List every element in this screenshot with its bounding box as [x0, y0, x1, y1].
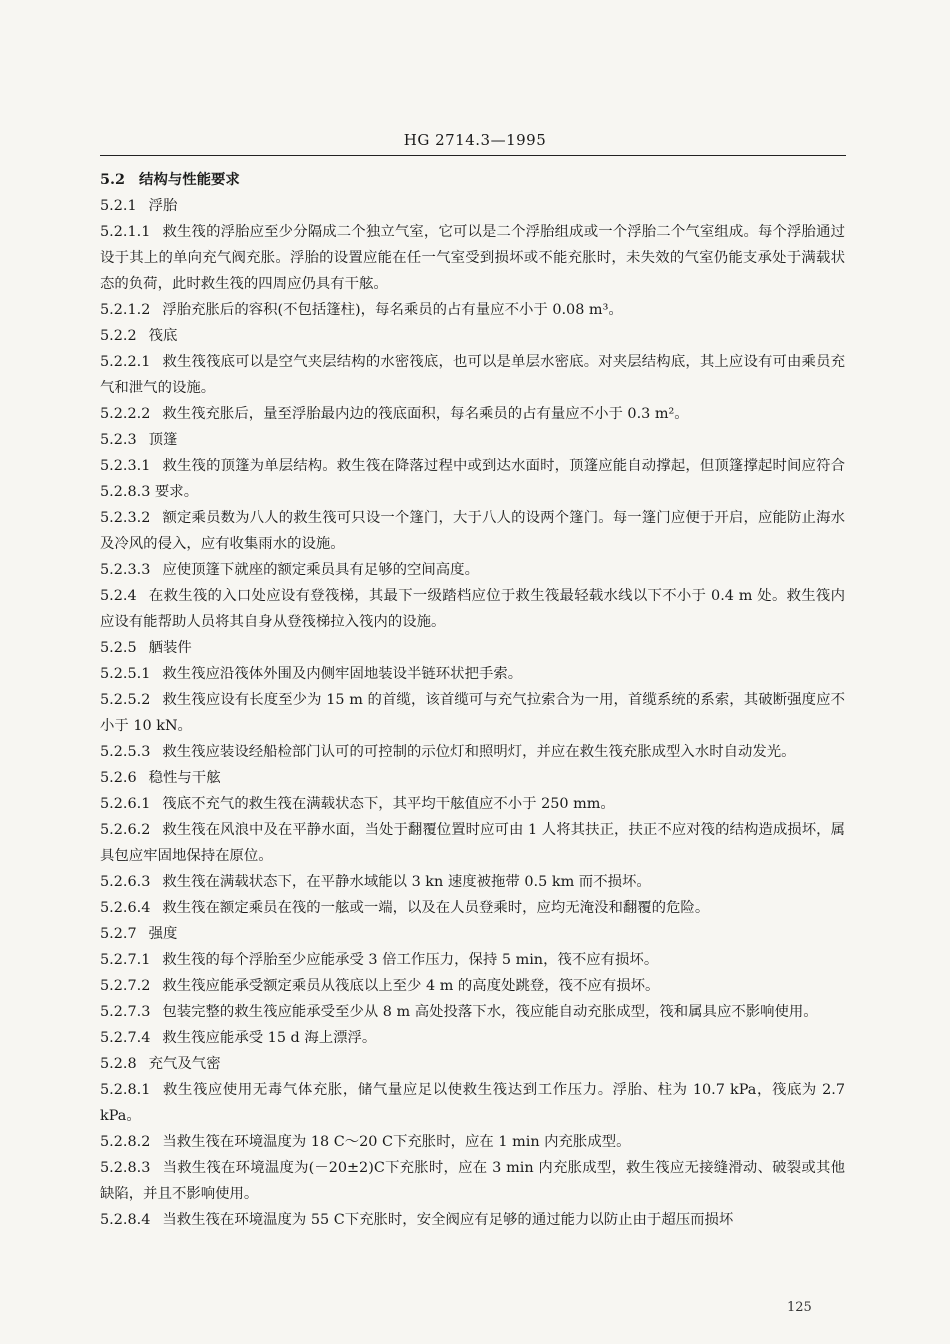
section-number: 5.2.7.4: [100, 1030, 151, 1046]
section-text: 在救生筏的入口处应设有登筏梯，其最下一级踏档应位于救生筏最轻载水线以下不小于 0.4 m 处。救生筏内应设有能帮助人员将其自身从登筏梯拉入筏内的设施。: [100, 588, 845, 630]
paragraph-5-2-7-3: [100, 999, 845, 1025]
section-text: 顶篷: [148, 432, 178, 448]
section-number: 5.2.3.2: [100, 510, 151, 526]
section-text: 充气及气密: [148, 1056, 221, 1072]
header-rule: [100, 155, 846, 156]
section-number: 5.2.6.3: [100, 874, 151, 890]
section-number: 5.2: [100, 171, 126, 188]
section-text: 当救生筏在环境温度为 55 C下充胀时，安全阀应有足够的通过能力以防止由于超压而损坏: [162, 1212, 734, 1228]
section-number: 5.2.7.1: [100, 952, 151, 968]
paragraph-5-2-5: [100, 635, 845, 661]
section-text: 额定乘员数为八人的救生筏可只设一个篷门，大于八人的设两个篷门。每一篷门应便于开启，应能防止海水及冷风的侵入，应有收集雨水的设施。: [100, 510, 845, 552]
paragraph-5-2-1-2: [100, 297, 845, 323]
section-text: 强度: [148, 926, 178, 942]
paragraph-5-2-4: [100, 583, 845, 635]
section-text: 救生筏应设有长度至少为 15 m 的首缆，该首缆可与充气拉索合为一用，首缆系统的系索，其破断强度应不小于 10 kN。: [100, 692, 845, 734]
section-text: 救生筏充胀后，量至浮胎最内边的筏底面积，每名乘员的占有量应不小于 0.3 m²。: [162, 406, 689, 422]
section-number: 5.2.8.4: [100, 1212, 151, 1228]
section-text: 救生筏筏底可以是空气夹层结构的水密筏底，也可以是单层水密底。对夹层结构底，其上应设有可由乘员充气和泄气的设施。: [100, 354, 845, 396]
section-number: 5.2.7.2: [100, 978, 151, 994]
document-body: [100, 167, 845, 1233]
paragraph-5-2-2: [100, 323, 845, 349]
section-text: 当救生筏在环境温度为(－20±2)C下充胀时，应在 3 min 内充胀成型，救生筏应无接缝滑动、破裂或其他缺陷，并且不影响使用。: [100, 1160, 845, 1202]
paragraph-5-2-5-1: [100, 661, 845, 687]
section-text: 救生筏在满载状态下，在平静水域能以 3 kn 速度被拖带 0.5 km 而不损坏。: [162, 874, 651, 890]
paragraph-5-2-1: [100, 193, 845, 219]
section-number: 5.2.1: [100, 198, 137, 214]
section-text: 舾装件: [148, 640, 192, 656]
paragraph-5-2-3-2: [100, 505, 845, 557]
section-text: 当救生筏在环境温度为 18 C～20 C下充胀时，应在 1 min 内充胀成型。: [162, 1134, 631, 1150]
section-number: 5.2.3.3: [100, 562, 151, 578]
page-header: HG 2714.3—1995: [403, 131, 547, 149]
section-text: 救生筏应装设经船检部门认可的可控制的示位灯和照明灯，并应在救生筏充胀成型入水时自动发光。: [162, 744, 796, 760]
section-number: 5.2.2.2: [100, 406, 151, 422]
section-number: 5.2.6.1: [100, 796, 151, 812]
paragraph-5-2-2-2: [100, 401, 845, 427]
section-text: 救生筏的顶篷为单层结构。救生筏在降落过程中或到达水面时，顶篷应能自动撑起，但顶篷撑起时间应符合 5.2.8.3 要求。: [100, 458, 845, 500]
paragraph-5-2-3-3: [100, 557, 845, 583]
section-number: 5.2.1.2: [100, 302, 151, 318]
paragraph-5-2-7-4: [100, 1025, 845, 1051]
section-number: 5.2.8.1: [100, 1082, 151, 1098]
section-text: 救生筏应沿筏体外围及内侧牢固地装设半链环状把手索。: [162, 666, 523, 682]
section-text: 救生筏在额定乘员在筏的一舷或一端，以及在人员登乘时，应均无淹没和翻覆的危险。: [162, 900, 710, 916]
section-number: 5.2.5: [100, 640, 137, 656]
paragraph-5-2-6-4: [100, 895, 845, 921]
section-text: 救生筏在风浪中及在平静水面，当处于翻覆位置时应可由 1 人将其扶正，扶正不应对筏的结构造成损坏，属具包应牢固地保持在原位。: [100, 822, 845, 864]
section-number: 5.2.3: [100, 432, 137, 448]
paragraph-5-2-8-4: [100, 1207, 845, 1233]
section-text: 筏底不充气的救生筏在满载状态下，其平均干舷值应不小于 250 mm。: [162, 796, 615, 812]
section-number: 5.2.2: [100, 328, 137, 344]
paragraph-5-2-8-3: [100, 1155, 845, 1207]
paragraph-5-2-8-2: [100, 1129, 845, 1155]
paragraph-5-2-3: [100, 427, 845, 453]
section-text: 救生筏应使用无毒气体充胀，储气量应足以使救生筏达到工作压力。浮胎、柱为 10.7 kPa，筏底为 2.7 kPa。: [100, 1082, 845, 1124]
paragraph-5-2-7-1: [100, 947, 845, 973]
section-number: 5.2.7.3: [100, 1004, 151, 1020]
section-number: 5.2.1.1: [100, 224, 151, 240]
paragraph-5-2-6-2: [100, 817, 845, 869]
paragraph-5-2-1-1: [100, 219, 845, 297]
paragraph-5-2-2-1: [100, 349, 845, 401]
section-number: 5.2.5.3: [100, 744, 151, 760]
section-text: 筏底: [148, 328, 178, 344]
paragraph-5-2-3-1: [100, 453, 845, 505]
section-text: 救生筏的浮胎应至少分隔成二个独立气室，它可以是二个浮胎组成或一个浮胎二个气室组成。每个浮胎通过设于其上的单向充气阀充胀。浮胎的设置应能在任一气室受到损坏或不能充胀时，未失效的气室仍能支承处于满载状态的负荷，此时救生筏的四周应仍具有干舷。: [100, 224, 845, 292]
section-text: 稳性与干舷: [148, 770, 221, 786]
section-number: 5.2.6.2: [100, 822, 151, 838]
section-number: 5.2.8: [100, 1056, 137, 1072]
section-number: 5.2.3.1: [100, 458, 151, 474]
section-number: 5.2.7: [100, 926, 137, 942]
section-text: 浮胎充胀后的容积(不包括篷柱)，每名乘员的占有量应不小于 0.08 m³。: [162, 302, 623, 318]
section-number: 5.2.4: [100, 588, 137, 604]
section-number: 5.2.8.3: [100, 1160, 151, 1176]
section-number: 5.2.6.4: [100, 900, 151, 916]
paragraph-5-2-7: [100, 921, 845, 947]
section-number: 5.2.5.2: [100, 692, 151, 708]
paragraph-5-2-8-1: [100, 1077, 845, 1129]
section-text: 包装完整的救生筏应能承受至少从 8 m 高处投落下水，筏应能自动充胀成型，筏和属具应不影响使用。: [162, 1004, 818, 1020]
paragraph-5-2-6-3: [100, 869, 845, 895]
section-number: 5.2.8.2: [100, 1134, 151, 1150]
section-text: 救生筏应能承受额定乘员从筏底以上至少 4 m 的高度处跳登，筏不应有损坏。: [162, 978, 660, 994]
section-number: 5.2.6: [100, 770, 137, 786]
paragraph-5-2-6-1: [100, 791, 845, 817]
section-text: 救生筏的每个浮胎至少应能承受 3 倍工作压力，保持 5 min，筏不应有损坏。: [162, 952, 659, 968]
paragraph-5-2-7-2: [100, 973, 845, 999]
section-text: 应使顶篷下就座的额定乘员具有足够的空间高度。: [162, 562, 479, 578]
paragraph-5-2-8: [100, 1051, 845, 1077]
paragraph-5-2-6: [100, 765, 845, 791]
section-text: 救生筏应能承受 15 d 海上漂浮。: [162, 1030, 377, 1046]
section-number: 5.2.2.1: [100, 354, 151, 370]
section-number: 5.2.5.1: [100, 666, 151, 682]
paragraph-5-2-5-3: [100, 739, 845, 765]
paragraph-5-2: [100, 167, 845, 193]
section-text: 结构与性能要求: [139, 171, 240, 188]
paragraph-5-2-5-2: [100, 687, 845, 739]
section-text: 浮胎: [148, 198, 178, 214]
page-number: 125: [787, 1300, 812, 1315]
